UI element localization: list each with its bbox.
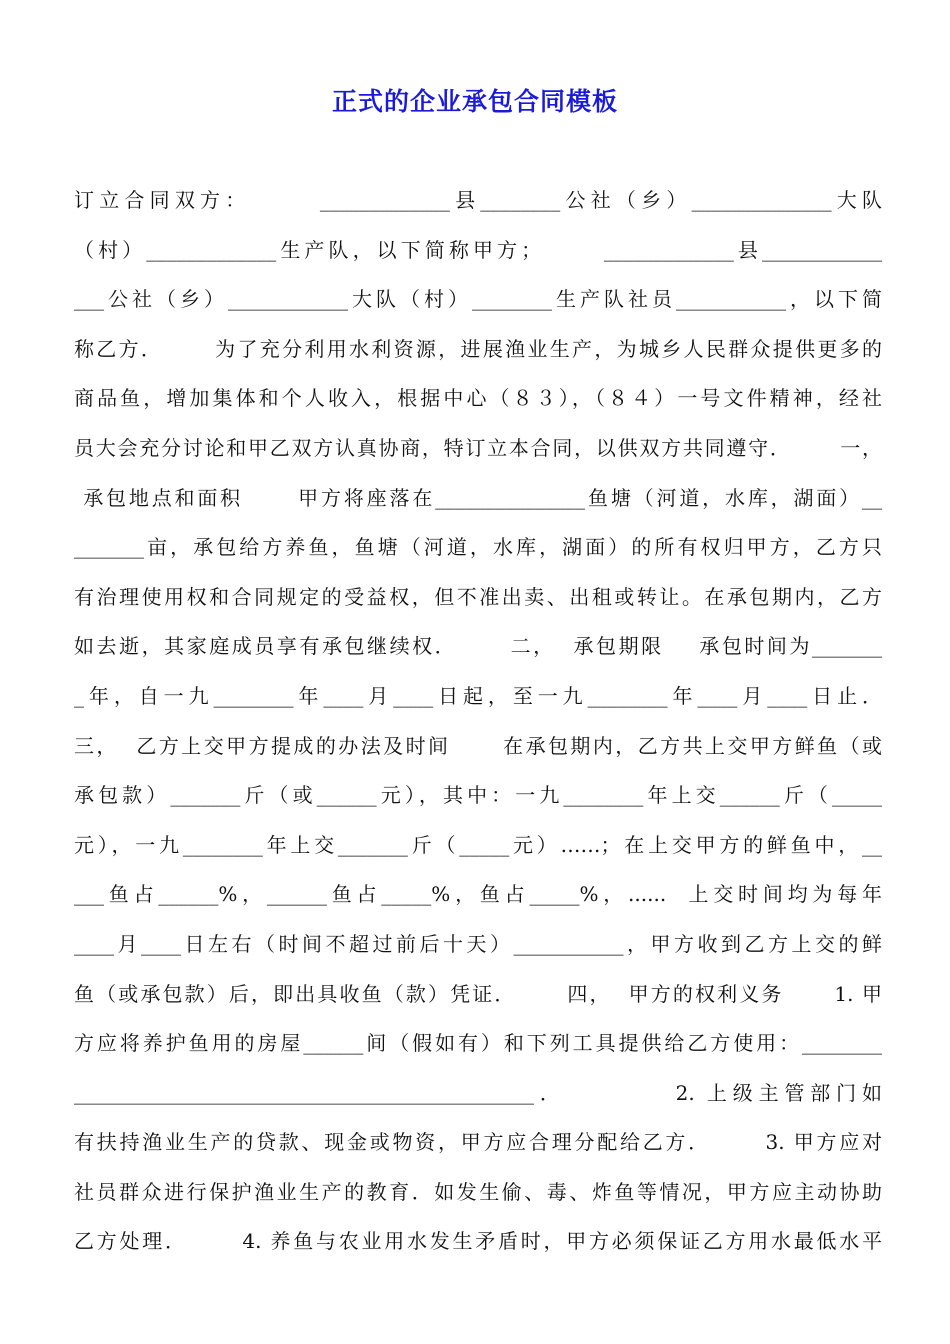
text-line: 称乙方． 为了充分利用水利资源，进展渔业生产，为城乡人民群众提供更多的 [74, 336, 882, 361]
contract-body [74, 176, 882, 1267]
text-line: 元），一九________年上交_______斤（_____元）……；在上交甲方的鲜鱼中，__ [74, 832, 882, 857]
text-line: 订立合同双方： _____________县________公社（乡）______________大队 [74, 188, 882, 212]
text-line: ___公社（乡）____________大队（村）________生产队社员___________，以下简 [74, 287, 882, 312]
text-line: 社员群众进行保护渔业生产的教育．如发生偷、毒、炸鱼等情况，甲方应主动协助 [74, 1179, 882, 1204]
text-line: ____月____日左右（时间不超过前后十天）___________，甲方收到乙方上交的鲜 [74, 931, 882, 956]
text-line: 鱼（或承包款）后，即出具收鱼（款）凭证． 四， 甲方的权利义务 1. 甲 [74, 981, 882, 1006]
document-title: 正式的企业承包合同模板 [331, 87, 618, 116]
text-line: 如去逝，其家庭成员享有承包继续权． 二， 承包期限 承包时间为_______ [74, 634, 882, 659]
text-line: （村）_____________生产队，以下简称甲方； _____________县____________ [74, 237, 882, 262]
text-line: 承包款）_______斤（或______元），其中：一九________年上交______斤（_____ [74, 783, 882, 808]
text-line: 有治理使用权和合同规定的受益权，但不准出卖、出租或转让。在承包期内，乙方 [74, 584, 882, 609]
text-line: _年，自一九________年____月____日起，至一九________年____月____日止． [74, 683, 882, 708]
text-line: 乙方处理． 4. 养鱼与农业用水发生矛盾时，甲方必须保证乙方用水最低水平 [74, 1229, 882, 1254]
text-line: 商品鱼，增加集体和个人收入，根据中心（８３），（８４）一号文件精神，经社 [74, 386, 882, 411]
text-line: ___鱼占______%，______鱼占_____%，鱼占_____%，...... 上交时间均为每年 [74, 882, 882, 907]
text-line: 三， 乙方上交甲方提成的办法及时间 在承包期内，乙方共上交甲方鲜鱼（或 [74, 733, 882, 758]
text-line: 有扶持渔业生产的贷款、现金或物资，甲方应合理分配给乙方． 3. 甲方应对 [74, 1130, 882, 1155]
text-line: ______________________________________________． 2. 上级主管部门如 [74, 1080, 882, 1105]
text-line: 承包地点和面积 甲方将座落在_______________鱼塘（河道，水库，湖面）__ [74, 485, 882, 510]
text-line: 员大会充分讨论和甲乙双方认真协商，特订立本合同，以供双方共同遵守． 一， [74, 435, 882, 460]
text-line: _______亩，承包给方养鱼，鱼塘（河道，水库，湖面）的所有权归甲方，乙方只 [74, 535, 882, 560]
text-line: 方应将养护鱼用的房屋______间（假如有）和下列工具提供给乙方使用：________ [74, 1031, 882, 1056]
